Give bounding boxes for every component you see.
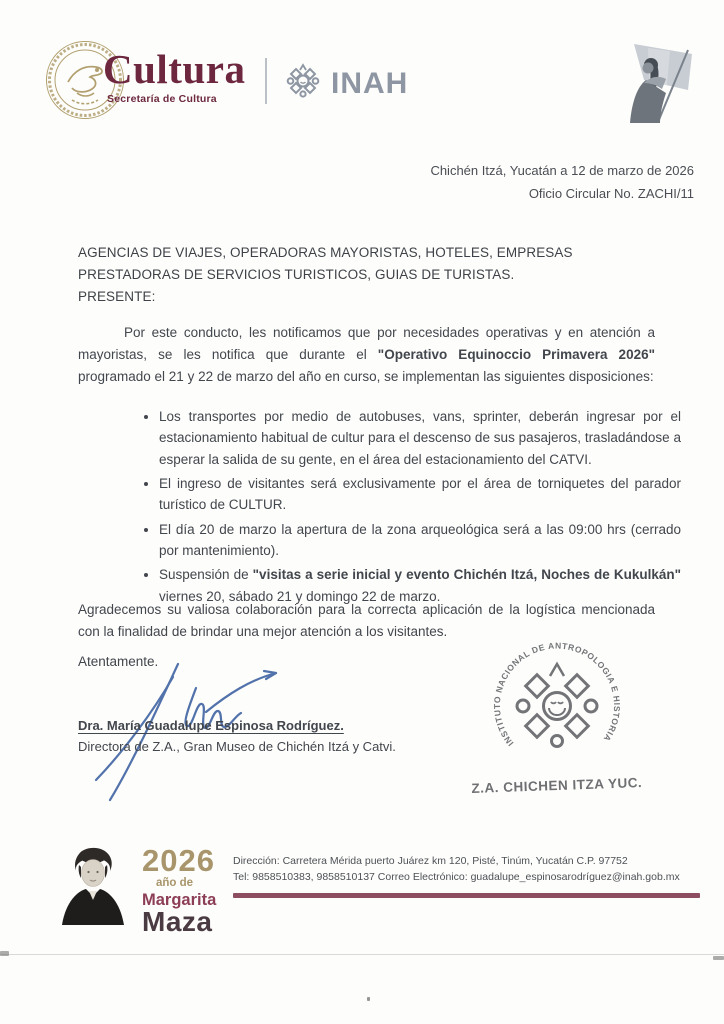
date-block <box>430 160 694 206</box>
dispositions-list <box>133 406 681 610</box>
cultura-wordmark: Cultura <box>103 46 246 92</box>
oficio-number-line: Oficio Circular No. ZACHI/11 <box>528 185 694 201</box>
footer-contact: Tel: 9858510383, 9858510137 Correo Electrónico: guadalupe_espinosarodríguez@inah.gob.mx <box>233 871 680 884</box>
scan-artifact-line <box>0 954 724 955</box>
list-item: • Suspensión de "visitas a serie inicial y evento Chichén Itzá, Noches de Kukulkán" viernes 20, sábado 21 y domingo 22 de marzo. <box>159 564 681 607</box>
intro-paragraph: Por este conducto, les notificamos que por necesidades operativas y en atención a mayoristas, se les notifica que durante el "Operativo Equinoccio Primavera 2026" programado el 21 y 22 de marzo del año en curso, se implementan las siguientes disposiciones: <box>78 325 655 384</box>
year-name-first: Margarita <box>142 890 217 909</box>
cultura-logo <box>103 46 246 105</box>
signer-title: Directora de Z.A., Gran Museo de Chichén Itzá y Catvi. <box>78 739 396 754</box>
inah-official-stamp <box>462 642 652 802</box>
scan-artifact-mark <box>0 951 9 956</box>
recipient-line: PRESTADORAS DE SERVICIOS TURISTICOS, GUIAS DE TURISTAS. <box>78 266 515 282</box>
list-item: • Los transportes por medio de autobuses, vans, sprinter, deberán ingresar por el estacionamiento habitual de cultur para el descenso de sus pasajeros, trasladándose a esperar la salida de su gente, en el área del estacionamiento del CATVI. <box>159 406 681 470</box>
scan-artifact-speck <box>367 997 370 1001</box>
margarita-maza-portrait <box>52 843 134 930</box>
signer-name: Dra. María Guadalupe Espinosa Rodríguez. <box>78 718 344 733</box>
footer-contact-block <box>233 853 693 886</box>
stamp-ring-text: INSTITUTO NACIONAL DE ANTROPOLOGIA E HISTORIA <box>491 642 623 749</box>
footer-address: Dirección: Carretera Mérida puerto Juárez km 120, Pisté, Tinúm, Yucatán C.P. 97752 <box>233 855 628 867</box>
header-divider <box>265 58 267 104</box>
salutation: Atentamente. <box>78 654 159 669</box>
list-item: • El ingreso de visitantes será exclusivamente por el área de torniquetes del parador turístico de CULTUR. <box>159 473 681 516</box>
stamp-caption: Z.A. CHICHEN ITZA YUC. <box>471 775 643 796</box>
inah-wordmark: INAH <box>331 66 409 100</box>
year-name-last: Maza <box>142 906 213 937</box>
inah-logo <box>281 57 408 110</box>
year-caption: año de <box>156 877 194 889</box>
svg-text:INSTITUTO NACIONAL DE ANTROPOL <box>492 642 622 748</box>
closing-paragraph: Agradecemos su valiosa colaboración para la correcta aplicación de la logística mencionada con la finalidad de brindar una mejor atención a los visitantes. <box>78 602 655 639</box>
place-date-line: Chichén Itzá, Yucatán a 12 de marzo de 2026 <box>430 163 694 178</box>
scan-artifact-mark <box>713 956 724 960</box>
year-emblem <box>142 845 216 936</box>
inah-glyph-icon <box>281 57 325 110</box>
signature-block <box>78 718 396 754</box>
recipient-line: PRESENTE: <box>78 288 156 304</box>
woman-with-flag-illustration <box>608 38 696 128</box>
cultura-subtitle: Secretaría de Cultura <box>107 93 217 105</box>
inah-stamp-glyph <box>517 664 597 747</box>
footer-divider-line <box>233 893 700 898</box>
year-number: 2026 <box>142 843 215 878</box>
list-item: • El día 20 de marzo la apertura de la zona arqueológica será a las 09:00 hrs (cerrado por mantenimiento). <box>159 519 681 562</box>
recipient-line: AGENCIAS DE VIAJES, OPERADORAS MAYORISTAS, HOTELES, EMPRESAS <box>78 245 573 260</box>
recipient-block <box>78 242 658 308</box>
